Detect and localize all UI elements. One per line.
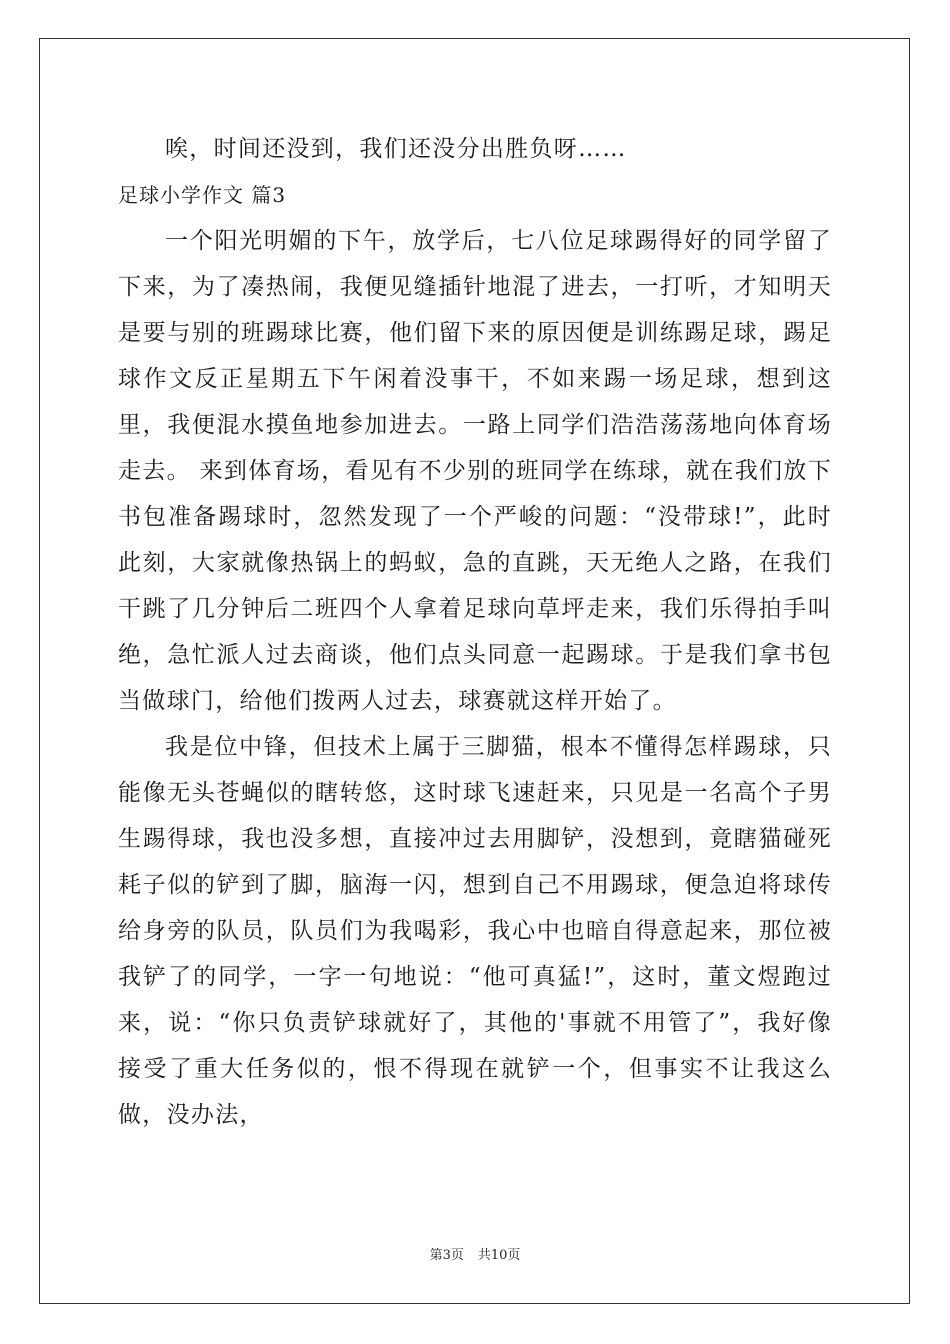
paragraph-body-1: 一个阳光明媚的下午，放学后，七八位足球踢得好的同学留了下来，为了凑热闹，我便见缝插针地混了进去，一打听，才知明天是要与别的班踢球比赛，他们留下来的原因便是训练踢足球，踢足球作文反正星期五下午闲着没事干，不如来踢一场足球，想到这里，我便混水摸鱼地参加进去。一路上同学们浩浩荡荡地向体育场走去。 来到体育场，看见有不少别的班同学在练球，就在我们放下书包准备踢球时，忽然发现了一个严峻的问题：“没带球!”，此时此刻，大家就像热锅上的蚂蚁，急的直跳，天无绝人之路，在我们干跳了几分钟后二班四个人拿着足球向草坪走来，我们乐得拍手叫绝，急忙派人过去商谈，他们点头同意一起踢球。于是我们拿书包当做球门，给他们拨两人过去，球赛就这样开始了。 [118,228,832,714]
section-heading: 足球小学作文 篇3 [118,183,287,207]
page-number: 第3页 [429,1248,464,1263]
paragraph-body-2: 我是位中锋，但技术上属于三脚猫，根本不懂得怎样踢球，只能像无头苍蝇似的瞎转悠，这时球飞速赶来，只见是一名高个子男生踢得球，我也没多想，直接冲过去用脚铲，没想到，竟瞎猫碰死耗子似的铲到了脚，脑海一闪，想到自己不用踢球，便急迫将球传给身旁的队员，队员们为我喝彩，我心中也暗自得意起来，那位被我铲了的同学，一字一句地说：“他可真猛!”，这时，董文煜跑过来，说：“你只负责铲球就好了，其他的'事就不用管了”，我好像接受了重大任务似的，恨不得现在就铲一个，但事实不让我这么做，没办法， [118,734,832,1128]
document-body [118,126,832,1138]
paragraph-intro: 唉，时间还没到，我们还没分出胜负呀…… [165,136,627,162]
page-total: 共10页 [477,1248,521,1263]
page-footer [0,1244,950,1263]
